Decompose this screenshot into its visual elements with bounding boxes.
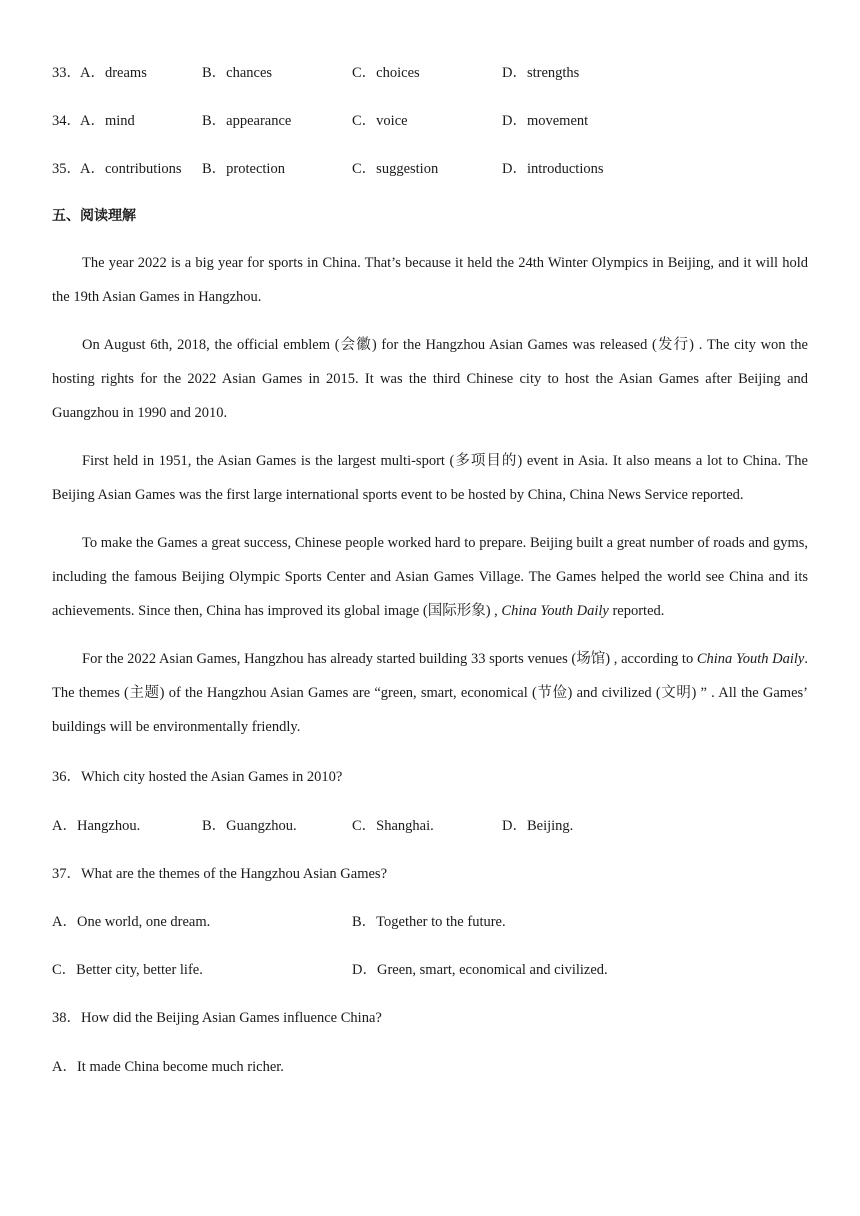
option-c: C．Better city, better life. bbox=[52, 962, 203, 978]
passage-paragraph-3 bbox=[52, 444, 808, 512]
option-c: C．suggestion bbox=[352, 161, 439, 177]
option-b: B．protection bbox=[202, 161, 285, 177]
passage-paragraph-4 bbox=[52, 526, 808, 628]
question-stem: 36．Which city hosted the Asian Games in 2010? bbox=[52, 769, 343, 785]
option-d: D．movement bbox=[502, 113, 589, 129]
question-number: 34． bbox=[52, 113, 81, 129]
option-a: A．It made China become much richer. bbox=[52, 1059, 284, 1075]
paragraph-text bbox=[52, 526, 808, 628]
section-heading: 五、阅读理解 bbox=[52, 208, 136, 224]
option-c: C．choices bbox=[352, 65, 420, 81]
passage-paragraph-2 bbox=[52, 328, 808, 430]
option-b: B．appearance bbox=[202, 113, 292, 129]
question-stem: 38．How did the Beijing Asian Games influence China? bbox=[52, 1010, 382, 1026]
option-a: A．dreams bbox=[80, 65, 147, 81]
option-d: D．strengths bbox=[502, 65, 580, 81]
option-b: B．chances bbox=[202, 65, 273, 81]
source-name: China Youth Daily bbox=[501, 603, 609, 619]
option-d: D．Beijing. bbox=[502, 818, 574, 834]
paragraph-text: The year 2022 is a big year for sports in China. That’s because it held the 24th Winter Olympics in Beijing, and it will hold the 19th Asian Games in Hangzhou. bbox=[52, 255, 808, 305]
option-c: C．voice bbox=[352, 113, 408, 129]
source-name: China Youth Daily bbox=[696, 651, 805, 667]
option-a: A．contributions bbox=[80, 161, 182, 177]
option-a: A．Hangzhou. bbox=[52, 818, 141, 834]
paragraph-text-part: For the 2022 Asian Games, Hangzhou has already started building 33 sports venues (场馆) , according to bbox=[82, 651, 697, 667]
option-b: B．Guangzhou. bbox=[202, 818, 297, 834]
paragraph-text-part: . The themes (主题) of the Hangzhou Asian Games are “green, smart, economical (节俭) and civilized (文明) ” . All the Games’ buildings will be environmentally friendly. bbox=[52, 651, 808, 735]
paragraph-text bbox=[52, 642, 808, 744]
option-c: C．Shanghai. bbox=[352, 818, 434, 834]
option-a: A．mind bbox=[80, 113, 135, 129]
option-d: D．Green, smart, economical and civilized. bbox=[352, 962, 608, 978]
paragraph-text-part: reported. bbox=[608, 603, 665, 619]
option-d: D．introductions bbox=[502, 161, 604, 177]
paragraph-text: On August 6th, 2018, the official emblem (会徽) for the Hangzhou Asian Games was released (发行) . The city won the hosting rights for the 2022 Asian Games in 2015. It was the third Chinese city to host the Asian Games after Beijing and Guangzhou in 1990 and 2010. bbox=[52, 337, 808, 421]
paragraph-text-part: To make the Games a great success, Chinese people worked hard to prepare. Beijing built a great number of roads and gyms, including the famous Beijing Olympic Sports Center and Asian Games Village. The Games helped the world see China and its achievements. Since then, China has improved its global image (国际形象) , bbox=[52, 535, 808, 619]
question-stem: 37．What are the themes of the Hangzhou Asian Games? bbox=[52, 866, 388, 882]
passage-paragraph-5 bbox=[52, 642, 808, 744]
option-b: B．Together to the future. bbox=[352, 914, 506, 930]
option-a: A．One world, one dream. bbox=[52, 914, 211, 930]
question-number: 35． bbox=[52, 161, 81, 177]
paragraph-text: First held in 1951, the Asian Games is the largest multi-sport (多项目的) event in Asia. It also means a lot to China. The Beijing Asian Games was the first large international sports event to be hosted by China, China News Service reported. bbox=[52, 453, 808, 503]
question-number: 33． bbox=[52, 65, 81, 81]
passage-paragraph-1 bbox=[52, 246, 808, 314]
